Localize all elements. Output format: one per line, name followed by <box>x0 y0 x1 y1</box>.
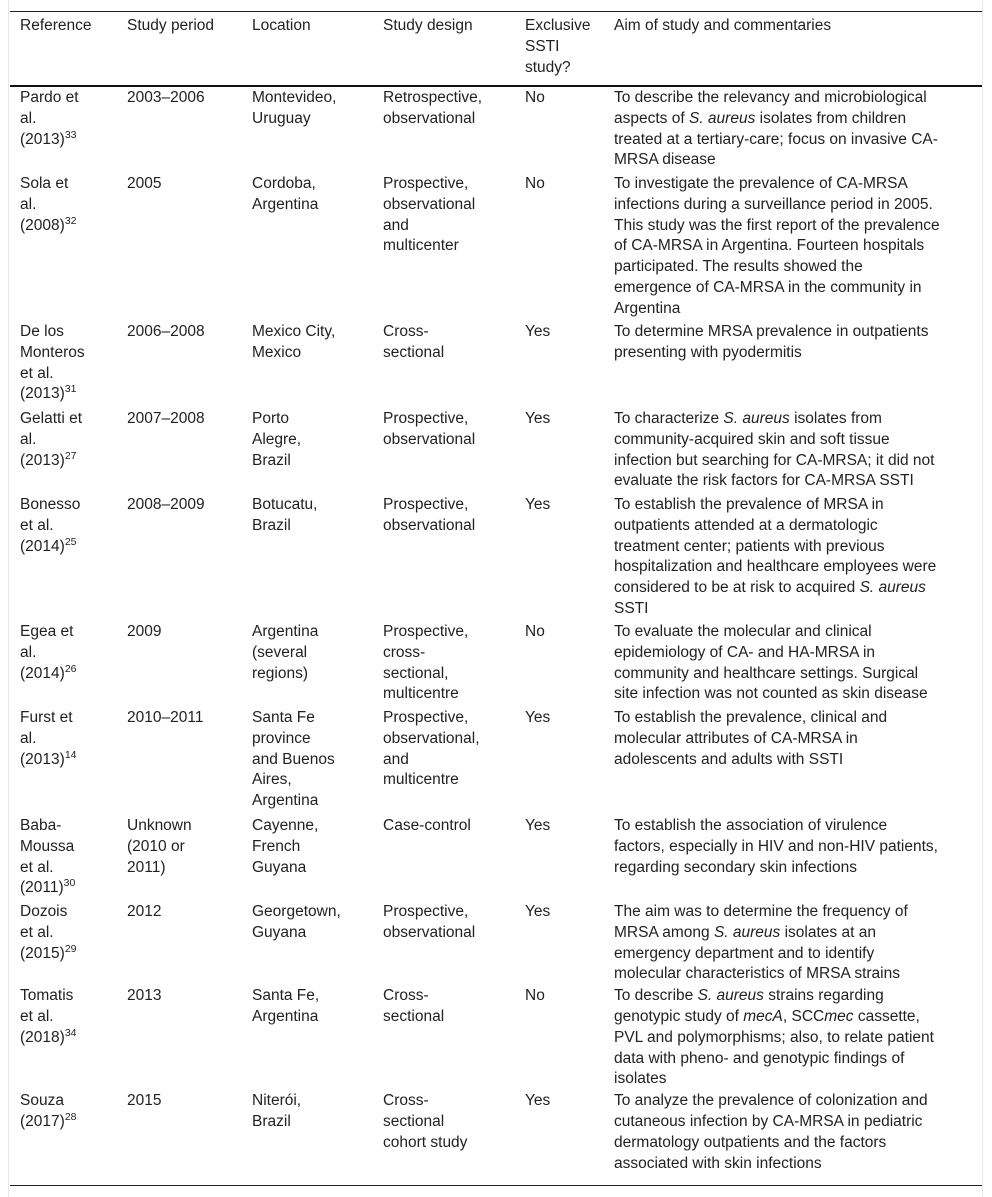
header-study-period: Study period <box>127 17 215 34</box>
reference-cell <box>10 621 117 707</box>
reference-text: Souza (2017) <box>20 1092 65 1130</box>
exclusive-ssti-cell: No <box>525 987 545 1005</box>
aim-italic-term: S. aureus <box>723 410 790 427</box>
location-cell: Santa Fe, Argentina <box>252 987 320 1025</box>
table-row <box>10 321 982 408</box>
reference-cell <box>10 707 117 815</box>
aim-cell <box>604 86 982 173</box>
study-period-cell: 2013 <box>127 987 162 1005</box>
citation-number: 31 <box>64 383 77 396</box>
table-row <box>10 621 982 707</box>
reference-text: Bonesso et al. (2014) <box>20 496 81 555</box>
location-cell: Cayenne, French Guyana <box>252 817 319 876</box>
reference-text: Gelatti et al. (2013) <box>20 410 83 469</box>
table-row <box>10 1090 982 1185</box>
aim-text: To characterize <box>614 410 724 427</box>
study-design-cell: Cross- sectional <box>383 323 445 361</box>
exclusive-ssti-cell: Yes <box>525 410 551 427</box>
study-period-cell: 2005 <box>127 175 162 192</box>
study-period-cell: 2010–2011 <box>127 709 204 726</box>
aim-text: isolates from community-acquired skin and soft tissue infection but searching for CA-MRSA; it did not evaluate the risk factors for CA-MRSA SSTI <box>614 410 935 490</box>
exclusive-ssti-cell: No <box>525 175 545 192</box>
header-study-design: Study design <box>383 17 473 34</box>
table-row <box>10 815 982 901</box>
aim-text: To establish the prevalence of MRSA in outpatients attended at a dermatologic treatment center; patients with previous hospitalization and healthcare employees were considered to be at risk to acquired <box>614 496 937 597</box>
aim-text: To describe <box>614 987 698 1005</box>
table-header-row <box>10 12 982 87</box>
location-cell: Botucatu, Brazil <box>252 496 318 534</box>
aim-cell <box>604 815 982 901</box>
aim-italic-term: mecA <box>743 1007 783 1025</box>
exclusive-ssti-cell: Yes <box>525 903 551 920</box>
aim-text: To describe the relevancy and microbiological aspects of <box>614 89 927 127</box>
studies-table <box>10 11 982 1186</box>
aim-text: cassette, PVL and polymorphisms; also, to relate patient data with pheno- and genotypic findings of isolates <box>614 1007 934 1088</box>
aim-cell <box>604 173 982 321</box>
study-period-cell: Unknown (2010 or 2011) <box>127 817 192 876</box>
aim-cell <box>604 408 982 494</box>
aim-cell <box>604 494 982 621</box>
study-design-cell: Prospective, observational <box>383 410 476 448</box>
table-row <box>10 86 982 173</box>
table-row <box>10 707 982 815</box>
study-period-cell: 2012 <box>127 903 162 920</box>
aim-italic-term: S. aureus <box>688 109 756 127</box>
table-row <box>10 408 982 494</box>
reference-text: Dozois et al. (2015) <box>20 903 68 962</box>
aim-text: isolates from children treated at a tertiary-care; focus on invasive CA- MRSA disease <box>614 109 938 169</box>
aim-italic-term: S. aureus <box>713 923 781 941</box>
aim-text: To investigate the prevalence of CA-MRSA infections during a surveillance period in 2005. This study was the first report of the prevalence of CA-MRSA in Argentina. Fourteen hospitals participated. The results showed the emergence of CA-MRSA in the community in Argentina <box>614 175 940 317</box>
citation-number: 33 <box>64 128 77 141</box>
aim-text: isolates at an emergency department and to identify molecular characteristics of MRSA strains <box>614 923 900 983</box>
table-row <box>10 985 982 1090</box>
aim-italic-term: S. aureus <box>697 987 764 1005</box>
reference-text: Tomatis et al. (2018) <box>20 987 74 1046</box>
reference-text: Pardo et al. (2013) <box>20 89 79 148</box>
header-aim: Aim of study and commentaries <box>614 17 832 34</box>
aim-text: , SCC <box>782 1007 825 1025</box>
aim-italic-term: mec <box>824 1007 854 1025</box>
aim-text: To analyze the prevalence of colonization and cutaneous infection by CA-MRSA in pediatric dermatology outpatients and the factors associated with skin infections <box>614 1092 928 1172</box>
aim-cell <box>604 1090 982 1185</box>
citation-number: 26 <box>64 662 77 675</box>
study-design-cell: Prospective, observational <box>383 903 476 941</box>
reference-cell <box>10 901 117 985</box>
aim-text: To evaluate the molecular and clinical epidemiology of CA- and HA-MRSA in community and healthcare settings. Surgical site infection was not counted as skin disease <box>614 623 928 703</box>
location-cell: Mexico City, Mexico <box>252 323 336 361</box>
aim-text: To determine MRSA prevalence in outpatients presenting with pyodermitis <box>614 323 929 361</box>
reference-text: Furst et al. (2013) <box>20 709 73 768</box>
reference-cell <box>10 321 117 408</box>
header-exclusive-ssti: Exclusive SSTI study? <box>525 17 591 76</box>
citation-number: 34 <box>64 1026 77 1039</box>
aim-cell <box>604 621 982 707</box>
location-cell: Porto Alegre, Brazil <box>252 410 302 469</box>
location-cell: Georgetown, Guyana <box>252 903 341 941</box>
reference-cell <box>10 494 117 621</box>
reference-cell <box>10 173 117 321</box>
study-design-cell: Case-control <box>383 817 471 834</box>
citation-number: 30 <box>63 877 76 890</box>
aim-italic-term: S. aureus <box>859 579 926 597</box>
location-cell: Montevideo, Uruguay <box>252 89 337 127</box>
study-design-cell: Cross- sectional cohort study <box>383 1092 468 1151</box>
study-period-cell: 2008–2009 <box>127 496 205 513</box>
reference-cell <box>10 1090 117 1185</box>
study-design-cell: Prospective, observational, and multicentre <box>383 709 480 789</box>
aim-cell <box>604 985 982 1090</box>
aim-cell <box>604 707 982 815</box>
reference-text: Baba- Moussa et al. (2011) <box>20 817 75 897</box>
location-cell: Cordoba, Argentina <box>252 175 319 213</box>
header-location: Location <box>252 17 311 34</box>
table-row <box>10 901 982 985</box>
reference-cell <box>10 86 117 173</box>
study-design-cell: Prospective, cross- sectional, multicentre <box>383 623 469 703</box>
aim-text: To establish the association of virulence factors, especially in HIV and non-HIV patients, regarding secondary skin infections <box>614 817 938 876</box>
exclusive-ssti-cell: Yes <box>525 323 551 340</box>
study-design-cell: Prospective, observational <box>383 496 476 534</box>
study-period-cell: 2015 <box>127 1092 162 1110</box>
exclusive-ssti-cell: Yes <box>525 709 551 726</box>
study-period-cell: 2009 <box>127 623 162 640</box>
study-design-cell: Retrospective, observational <box>383 89 483 127</box>
location-cell: Niterói, Brazil <box>252 1092 302 1130</box>
reference-cell <box>10 985 117 1090</box>
citation-number: 25 <box>64 535 77 548</box>
reference-cell <box>10 815 117 901</box>
reference-text: De los Monteros et al. (2013) <box>20 323 85 403</box>
aim-cell <box>604 901 982 985</box>
study-period-cell: 2006–2008 <box>127 323 205 340</box>
table-row <box>10 173 982 321</box>
study-period-cell: 2007–2008 <box>127 410 205 427</box>
study-period-cell: 2003–2006 <box>127 89 205 106</box>
reference-text: Egea et al. (2014) <box>20 623 74 682</box>
location-cell: Santa Fe province and Buenos Aires, Argentina <box>252 709 335 810</box>
citation-number: 27 <box>64 449 77 462</box>
citation-number: 28 <box>64 1110 77 1123</box>
reference-cell <box>10 408 117 494</box>
exclusive-ssti-cell: Yes <box>525 1092 551 1110</box>
aim-text: SSTI <box>614 599 649 617</box>
study-design-cell: Cross- sectional <box>383 987 445 1025</box>
citation-number: 29 <box>64 942 77 955</box>
aim-text: strains regarding genotypic study of <box>614 987 884 1025</box>
exclusive-ssti-cell: No <box>525 89 545 106</box>
aim-cell <box>604 321 982 408</box>
exclusive-ssti-cell: Yes <box>525 817 551 834</box>
header-reference: Reference <box>20 17 92 34</box>
aim-text: The aim was to determine the frequency of MRSA among <box>614 903 908 941</box>
aim-text: To establish the prevalence, clinical and molecular attributes of CA-MRSA in adolescents and adults with SSTI <box>614 709 888 768</box>
location-cell: Argentina (several regions) <box>252 623 319 682</box>
reference-text: Sola et al. (2008) <box>20 175 69 234</box>
citation-number: 14 <box>64 748 77 761</box>
study-design-cell: Prospective, observational and multicenter <box>383 175 476 255</box>
table-row <box>10 494 982 621</box>
citation-number: 32 <box>64 214 77 227</box>
exclusive-ssti-cell: No <box>525 623 545 640</box>
exclusive-ssti-cell: Yes <box>525 496 551 513</box>
